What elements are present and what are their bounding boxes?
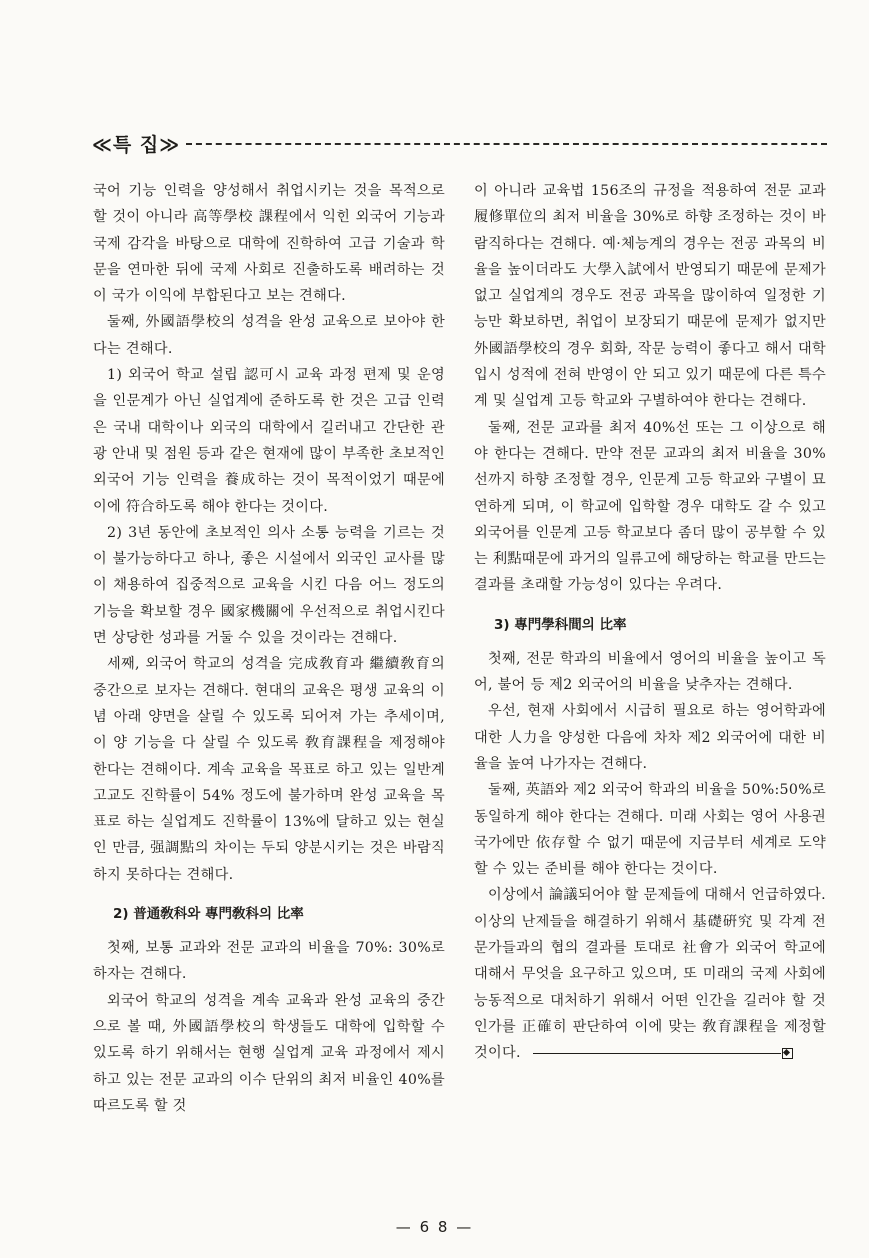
paragraph-text: 외국어 학교의 성격을 계속 교육과 완성 교육의 중간으로 볼 때, 外國語學校의 학생들도 대학에 입학할 수 있도록 하기 위해서는 현행 실업계 교육 과정에서 제시하고 있는 전문 교과의 이수 단위의 최저 비율인 40%를 따르도록 할 것	[93, 992, 445, 1114]
body-paragraph	[474, 415, 826, 599]
body-paragraph	[474, 178, 826, 415]
paragraph-text: 세째, 외국어 학교의 성격을 完成敎育과 繼續敎育의 중간으로 보자는 견해다. 현대의 교육은 평생 교육의 이념 아래 양면을 살릴 수 있도록 되어져 가는 추세이며, 이 양 기능을 다 살릴 수 있도록 敎育課程을 제정해야 한다는 견해이다. 계속 교육을 목표로 하고 있는 일반계 고교도 진학률이 54% 정도에 불가하며 완성 교육을 목표로 하는 실업계도 진학률이 13%에 달하고 있는 현실인 만큼, 强調點의 차이는 두되 양분시키는 것은 바람직하지 못하다는 견해다.	[93, 656, 445, 883]
body-paragraph	[93, 362, 445, 520]
paragraph-text: 1) 외국어 학교 설립 認可시 교육 과정 편제 및 운영을 인문계가 아닌 실업계에 준하도록 한 것은 고급 인력은 국내 대학이나 외국의 대학에서 길러내고 간단한 관광 안내 및 점원 등과 같은 현재에 많이 부족한 초보적인 외국어 기능 인력을 養成하는 것이 목적이었기 때문에 이에 符合하도록 해야 한다는 것이다.	[93, 367, 445, 515]
paragraph-text: 국어 기능 인력을 양성해서 취업시키는 것을 목적으로 할 것이 아니라 高等學校 課程에서 익힌 외국어 기능과 국제 감각을 바탕으로 대학에 진학하여 고급 기술과 학문을 연마한 뒤에 국제 사회로 진출하도록 배려하는 것이 국가 이익에 부합된다고 보는 견해다.	[93, 183, 445, 305]
body-paragraph	[93, 935, 445, 988]
section-heading	[93, 902, 445, 926]
heading-text: 3) 專門學科間의 比率	[494, 616, 627, 633]
body-paragraph	[93, 309, 445, 362]
body-paragraph	[474, 698, 826, 777]
body-paragraph	[474, 646, 826, 699]
section-header-label: ≪특 집≫	[92, 133, 181, 156]
section-header	[92, 128, 827, 158]
paragraph-text: 이 아니라 교육법 156조의 규정을 적용하여 전문 교과 履修單位의 최저 비율을 30%로 하향 조정하는 것이 바람직하다는 견해다. 예·체능계의 경우는 전공 과목의 비율을 높이더라도 大學入試에서 반영되기 때문에 문제가 없고 실업계의 경우도 전공 과목을 많이하여 일정한 기능만 확보하면, 취업이 보장되기 때문에 문제가 없지만 外國語學校의 경우 회화, 작문 능력이 좋다고 해서 대학 입시 성적에 전혀 반영이 안 되고 있기 때문에 다른 특수계 및 실업계 고등 학교와 구별하여야 한다는 견해다.	[474, 183, 826, 410]
page-number: — 6 8 —	[395, 1218, 474, 1236]
end-diamond-icon	[782, 1048, 793, 1059]
body-paragraph	[93, 178, 445, 309]
end-rule	[533, 1053, 781, 1054]
left-column	[93, 178, 445, 1119]
paragraph-text: 우선, 현재 사회에서 시급히 필요로 하는 영어학과에 대한 人力을 양성한 다음에 차차 제2 외국어에 대한 비율을 높여 나가자는 견해다.	[474, 703, 826, 772]
header-dashed-rule	[186, 143, 827, 145]
paragraph-text: 둘째, 전문 교과를 최저 40%선 또는 그 이상으로 해야 한다는 견해다. 만약 전문 교과의 최저 비율을 30%선까지 하향 조정할 경우, 인문계 고등 학교와 구별이 묘연하게 되며, 이 학교에 입학할 경우 대학도 갈 수 있고 외국어를 인문계 고등 학교보다 좀더 많이 공부할 수 있는 利點때문에 과거의 일류고에 해당하는 학교를 만드는 결과를 초래할 가능성이 있다는 우려다.	[474, 419, 826, 594]
paragraph-text: 첫째, 전문 학과의 비율에서 영어의 비율을 높이고 독어, 불어 등 제2 외국어의 비율을 낮추자는 견해다.	[474, 650, 826, 694]
paragraph-text: 둘째, 外國語學校의 성격을 완성 교육으로 보아야 한다는 견해다.	[93, 314, 445, 357]
body-paragraph	[93, 651, 445, 888]
paragraph-text: 이상에서 論議되어야 할 문제들에 대해서 언급하였다. 이상의 난제들을 해결하기 위해서 基礎硏究 및 각계 전문가들과의 협의 결과를 토대로 社會가 외국어 학교에 대해서 무엇을 요구하고 있으며, 또 미래의 국제 사회에 능동적으로 대처하기 위해서 어떤 인간을 길러야 할 것인가를 正確히 판단하여 이에 맞는 敎育課程을 제정할 것이다.	[474, 887, 826, 1062]
body-paragraph	[93, 988, 445, 1119]
body-paragraph	[474, 777, 826, 882]
paragraph-text: 둘째, 英語와 제2 외국어 학과의 비율을 50%:50%로 동일하게 해야 한다는 견해다. 미래 사회는 영어 사용권 국가에만 依存할 수 없기 때문에 지금부터 세계로 도약할 수 있는 준비를 해야 한다는 것이다.	[474, 782, 826, 878]
right-column	[474, 178, 826, 1067]
body-paragraph	[93, 520, 445, 651]
heading-text: 2) 普通敎科와 專門敎科의 比率	[113, 906, 304, 923]
paragraph-text: 첫째, 보통 교과와 전문 교과의 비율을 70%: 30%로 하자는 견해다.	[93, 940, 445, 983]
paragraph-text: 2) 3년 동안에 초보적인 의사 소통 능력을 기르는 것이 불가능하다고 하나, 좋은 시설에서 외국인 교사를 많이 채용하여 집중적으로 교육을 시킨 다음 어느 정도의 기능을 확보할 경우 國家機關에 우선적으로 취업시킨다면 상당한 성과를 거둘 수 있을 것이라는 견해다.	[93, 524, 445, 647]
body-paragraph	[474, 882, 826, 1066]
section-heading	[474, 613, 826, 637]
